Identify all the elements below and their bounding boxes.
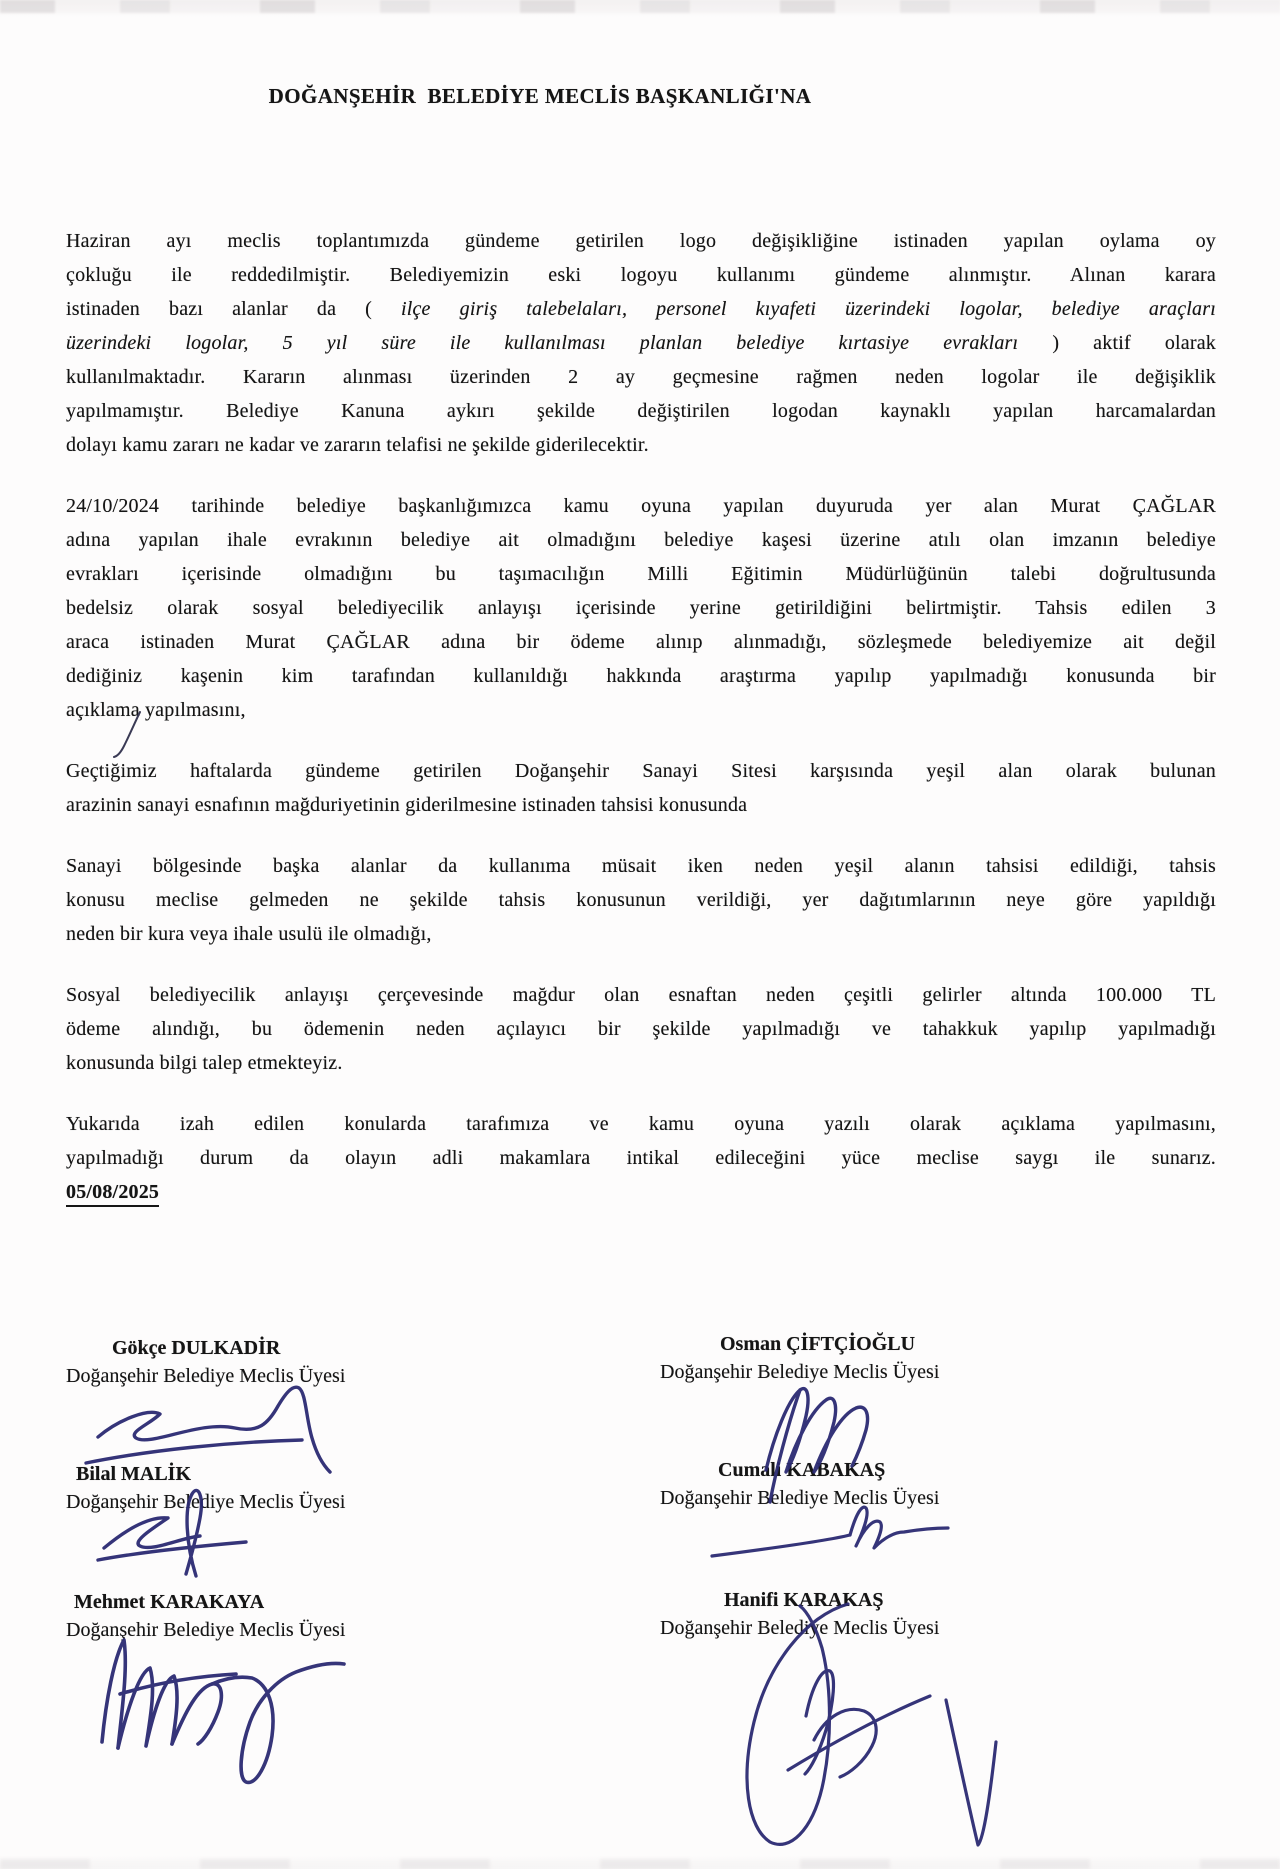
signature-mehmet-karakaya (102, 1640, 344, 1782)
paragraph-1-line-4: üzerindeki logolar, 5 yıl süre ile kullanılması planlan belediye kırtasiye evrakları ) aktif olarak (66, 332, 1217, 354)
document-title: DOĞANŞEHİR BELEDİYE MECLİS BAŞKANLIĞI'NA (268, 84, 812, 108)
signatory-block-cumali-kabakas (660, 1456, 939, 1512)
paragraph-3-line-1: Geçtiğimiz haftalarda gündeme getirilen Doğanşehir Sanayi Sitesi karşısında yeşil alan olarak bulunan (66, 760, 1216, 782)
paragraph-1-line-6: yapılmamıştır. Belediye Kanuna aykırı şekilde değiştirilen logodan kaynaklı yapılan harcamalardan (66, 400, 1216, 422)
paragraph-2-line-6: dediğiniz kaşenin kim tarafından kullanıldığı hakkında araştırma yapılıp yapılmadığı konusunda bir (66, 665, 1216, 687)
signatory-name: Gökçe DULKADİR (112, 1337, 281, 1359)
paragraph-1-line-3: istinaden bazı alanlar da ( ilçe giriş talebelaları, personel kıyafeti üzerindeki logolar, belediye araçları (66, 298, 1216, 320)
paragraph-2-line-3: evrakları içerisinde olmadığını bu taşımacılığın Milli Eğitimin Müdürlüğünün talebi doğrultusunda (66, 563, 1216, 585)
signatory-name: Hanifi KARAKAŞ (724, 1589, 884, 1611)
signatory-block-gokce-dulkadir (66, 1334, 345, 1390)
signatory-block-osman-ciftcioglu (660, 1330, 939, 1386)
signatory-title: Doğanşehir Belediye Meclis Üyesi (66, 1619, 346, 1641)
signatory-title: Doğanşehir Belediye Meclis Üyesi (66, 1365, 346, 1387)
paragraph-3-line-2: arazinin sanayi esnafının mağduriyetinin giderilmesine istinaden tahsisi konusunda (66, 794, 748, 816)
signatory-title: Doğanşehir Belediye Meclis Üyesi (660, 1361, 940, 1383)
signature-cumali-kabakas (712, 1507, 948, 1556)
signatory-block-bilal-malik (66, 1460, 345, 1516)
signatory-name: Cumali KABAKAŞ (718, 1459, 886, 1481)
paragraph-2-line-1: 24/10/2024 tarihinde belediye başkanlığımızca kamu oyuna yapılan duyuruda yer alan Murat ÇAĞLAR (66, 495, 1216, 517)
signatory-block-hanifi-karakas (660, 1586, 939, 1642)
paragraph-3 (66, 754, 1216, 822)
paragraph-6-line-2: yapılmadığı durum da olayın adli makamlara intikal edileceğini yüce meclise saygı ile sunarız. (66, 1147, 1216, 1169)
paragraph-1-line-2: çokluğu ile reddedilmiştir. Belediyemizin eski logoyu kullanımı gündeme alınmıştır. Alınan karara (66, 264, 1216, 286)
paragraph-1-line-5: kullanılmaktadır. Kararın alınması üzerinden 2 ay geçmesine rağmen neden logolar ile değişiklik (66, 366, 1216, 388)
signatory-title: Doğanşehir Belediye Meclis Üyesi (660, 1617, 940, 1639)
paragraph-2-line-2: adına yapılan ihale evrakının belediye ait olmadığını belediye kaşesi üzerine atılı olan imzanın belediye (66, 529, 1216, 551)
paragraph-6-line-3: 05/08/2025 (66, 1175, 1216, 1209)
paragraph-5 (66, 978, 1216, 1080)
paragraph-4-line-3: neden bir kura veya ihale usulü ile olmadığı, (66, 923, 432, 945)
signatory-name: Osman ÇİFTÇİOĞLU (720, 1333, 916, 1355)
paragraph-4-line-1: Sanayi bölgesinde başka alanlar da kullanıma müsait iken neden yeşil alanın tahsisi edildiği, tahsis (66, 855, 1216, 877)
paragraph-6 (66, 1107, 1216, 1209)
body-paragraphs (66, 224, 1216, 1236)
scan-artifact-bottom (0, 1859, 1280, 1869)
signatory-block-mehmet-karakaya (66, 1588, 345, 1644)
paragraph-4 (66, 849, 1216, 951)
paragraph-2 (66, 489, 1216, 727)
paragraph-5-line-1: Sosyal belediyecilik anlayışı çerçevesinde mağdur olan esnaftan neden çeşitli gelirler altında 100.000 TL (66, 984, 1216, 1006)
paragraph-5-line-3: konusunda bilgi talep etmekteyiz. (66, 1052, 343, 1074)
paragraph-2-line-5: araca istinaden Murat ÇAĞLAR adına bir ödeme alınıp alınmadığı, sözleşmede belediyemize ait değil (66, 631, 1216, 653)
paragraph-1-line-1: Haziran ayı meclis toplantımızda gündeme getirilen logo değişikliğine istinaden yapılan oylama oy (66, 230, 1216, 252)
signatory-title: Doğanşehir Belediye Meclis Üyesi (66, 1491, 346, 1513)
paragraph-2-line-7: açıklama yapılmasını, (66, 699, 246, 721)
paragraph-1 (66, 224, 1216, 462)
paragraph-2-line-4: bedelsiz olarak sosyal belediyecilik anlayışı içerisinde yerine getirildiğini belirtmiştir. Tahsis edilen 3 (66, 597, 1216, 619)
signatory-name: Mehmet KARAKAYA (74, 1591, 265, 1613)
paragraph-6-line-1: Yukarıda izah edilen konularda tarafımıza ve kamu oyuna yazılı olarak açıklama yapılmasını, (66, 1113, 1216, 1135)
scan-artifact-top (0, 0, 1280, 13)
paragraph-5-line-2: ödeme alındığı, bu ödemenin neden açılayıcı bir şekilde yapılmadığı ve tahakkuk yapılıp yapılmadığı (66, 1018, 1216, 1040)
signatory-title: Doğanşehir Belediye Meclis Üyesi (660, 1487, 940, 1509)
paragraph-4-line-2: konusu meclise gelmeden ne şekilde tahsis konusunun verildiği, yer dağıtımlarının neye göre yapıldığı (66, 889, 1216, 911)
signatory-name: Bilal MALİK (76, 1463, 192, 1485)
paragraph-1-line-7: dolayı kamu zararı ne kadar ve zararın telafisi ne şekilde giderilecektir. (66, 434, 649, 456)
